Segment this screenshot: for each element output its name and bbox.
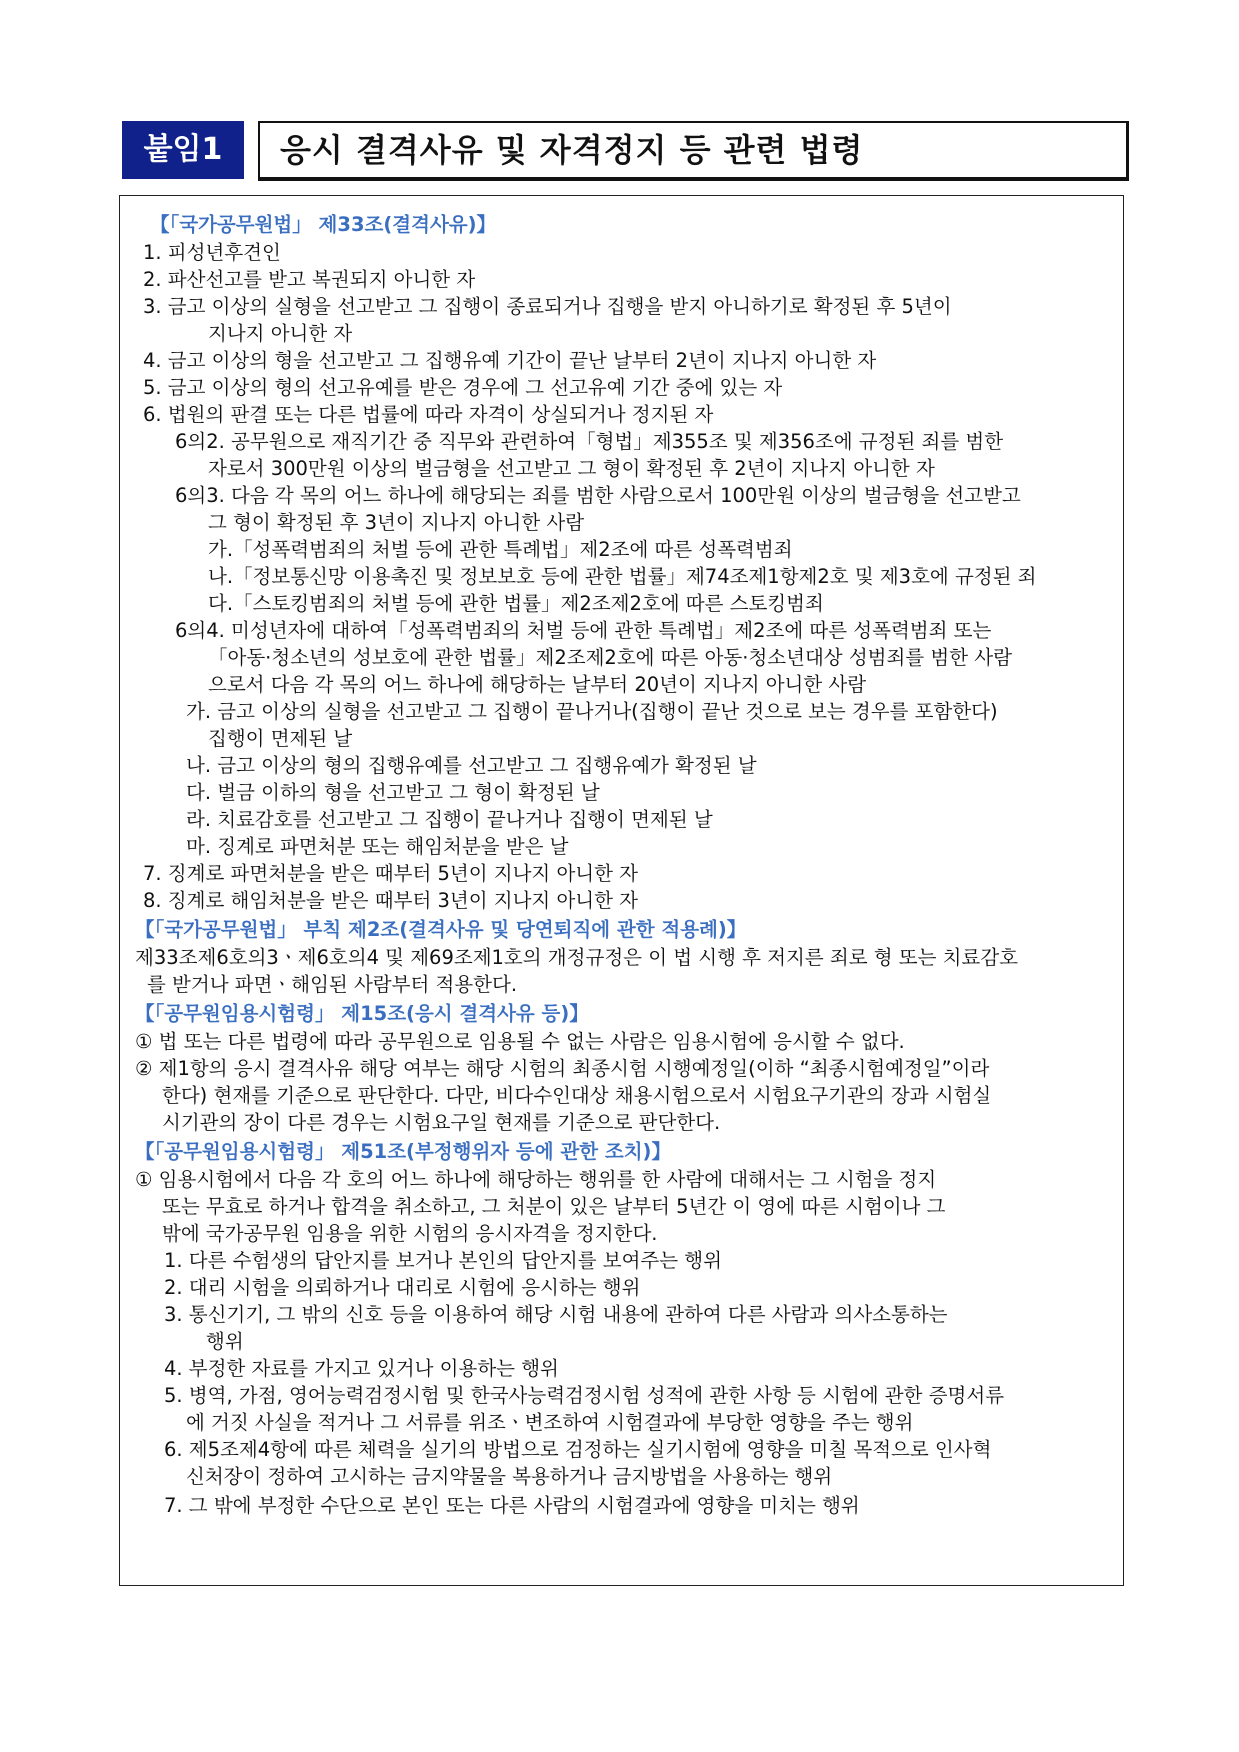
law-text-line: 6. 제5조제4항에 따른 체력을 실기의 방법으로 검정하는 실기시험에 영향을 미칠 목적으로 인사혁 (164, 1438, 992, 1461)
law-text-line: 4. 금고 이상의 형을 선고받고 그 집행유예 기간이 끝난 날부터 2년이 지나지 아니한 자 (143, 349, 877, 372)
law-text-line: 다.「스토킹범죄의 처벌 등에 관한 법률」제2조제2호에 따른 스토킹범죄 (208, 592, 824, 615)
law-text-line: 시기관의 장이 다른 경우는 시험요구일 현재를 기준으로 판단한다. (162, 1111, 721, 1134)
page-header (122, 121, 1128, 179)
law-text-line: 6. 법원의 판결 또는 다른 법률에 따라 자격이 상실되거나 정지된 자 (143, 403, 714, 426)
law-text-line: 에 거짓 사실을 적거나 그 서류를 위조ㆍ변조하여 시험결과에 부당한 영향을 주는 행위 (186, 1411, 914, 1434)
section-heading: 【「공무원임용시험령」 제15조(응시 결격사유 등)】 (135, 1002, 589, 1025)
law-text-line: 지나지 아니한 자 (208, 322, 353, 345)
law-text-line: 를 받거나 파면ㆍ해임된 사람부터 적용한다. (147, 973, 518, 996)
law-text-line: 8. 징계로 해임처분을 받은 때부터 3년이 지나지 아니한 자 (143, 889, 639, 912)
law-text-line: 그 형이 확정된 후 3년이 지나지 아니한 사람 (208, 511, 585, 534)
law-text-line: ① 법 또는 다른 법령에 따라 공무원으로 임용될 수 없는 사람은 임용시험에 응시할 수 없다. (135, 1030, 905, 1053)
law-text-line: 2. 대리 시험을 의뢰하거나 대리로 시험에 응시하는 행위 (164, 1276, 641, 1299)
law-content-box (119, 195, 1124, 1586)
law-text-line: 밖에 국가공무원 임용을 위한 시험의 응시자격을 정지한다. (162, 1222, 658, 1245)
law-text-line: 1. 다른 수험생의 답안지를 보거나 본인의 답안지를 보여주는 행위 (164, 1249, 722, 1272)
section-heading: 【「공무원임용시험령」 제51조(부정행위자 등에 관한 조치)】 (135, 1140, 671, 1163)
law-text-line: ② 제1항의 응시 결격사유 해당 여부는 해당 시험의 최종시험 시행예정일(이하 “최종시험예정일”이라 (135, 1057, 990, 1080)
law-text-line: 라. 치료감호를 선고받고 그 집행이 끝나거나 집행이 면제된 날 (186, 808, 713, 831)
page-title: 응시 결격사유 및 자격정지 등 관련 법령 (280, 131, 864, 169)
law-text-line: 신처장이 정하여 고시하는 금지약물을 복용하거나 금지방법을 사용하는 행위 (186, 1465, 833, 1488)
law-text-line: 집행이 면제된 날 (208, 727, 353, 750)
law-text-line: 2. 파산선고를 받고 복권되지 아니한 자 (143, 268, 476, 291)
law-text-line: 제33조제6호의3ㆍ제6호의4 및 제69조제1호의 개정규정은 이 법 시행 후 저지른 죄로 형 또는 치료감호 (135, 946, 1019, 969)
attachment-tag: 붙임1 (122, 121, 244, 179)
law-text-line: 4. 부정한 자료를 가지고 있거나 이용하는 행위 (164, 1357, 559, 1380)
law-text-line: 나.「정보통신망 이용촉진 및 정보보호 등에 관한 법률」제74조제1항제2호 및 제3호에 규정된 죄 (208, 565, 1037, 588)
law-text-line: ① 임용시험에서 다음 각 호의 어느 하나에 해당하는 행위를 한 사람에 대해서는 그 시험을 정지 (135, 1168, 937, 1191)
law-text-line: 한다) 현재를 기준으로 판단한다. 다만, 비다수인대상 채용시험으로서 시험요구기관의 장과 시험실 (162, 1084, 992, 1107)
title-box (258, 121, 1129, 181)
law-text-line: 나. 금고 이상의 형의 집행유예를 선고받고 그 집행유예가 확정된 날 (186, 754, 757, 777)
law-text-line: 3. 금고 이상의 실형을 선고받고 그 집행이 종료되거나 집행을 받지 아니하기로 확정된 후 5년이 (143, 295, 952, 318)
law-text-line: 3. 통신기기, 그 밖의 신호 등을 이용하여 해당 시험 내용에 관하여 다른 사람과 의사소통하는 (164, 1303, 948, 1326)
law-text-line: 가.「성폭력범죄의 처벌 등에 관한 특례법」제2조에 따른 성폭력범죄 (208, 538, 793, 561)
law-text-line: 6의2. 공무원으로 재직기간 중 직무와 관련하여「형법」제355조 및 제356조에 규정된 죄를 범한 (175, 430, 1004, 453)
law-text-line: 5. 금고 이상의 형의 선고유예를 받은 경우에 그 선고유예 기간 중에 있는 자 (143, 376, 783, 399)
law-text-line: 다. 벌금 이하의 형을 선고받고 그 형이 확정된 날 (186, 781, 600, 804)
law-text-line: 「아동·청소년의 성보호에 관한 법률」제2조제2호에 따른 아동·청소년대상 성범죄를 범한 사람 (208, 646, 1012, 669)
law-text-line: 또는 무효로 하거나 합격을 취소하고, 그 처분이 있은 날부터 5년간 이 영에 따른 시험이나 그 (162, 1195, 946, 1218)
law-text-line: 7. 징계로 파면처분을 받은 때부터 5년이 지나지 아니한 자 (143, 862, 639, 885)
section-heading: 【「국가공무원법」 제33조(결격사유)】 (150, 213, 497, 236)
section-heading: 【「국가공무원법」 부칙 제2조(결격사유 및 당연퇴직에 관한 적용례)】 (135, 918, 747, 941)
law-text-line: 마. 징계로 파면처분 또는 해임처분을 받은 날 (186, 835, 569, 858)
law-text-line: 6의3. 다음 각 목의 어느 하나에 해당되는 죄를 범한 사람으로서 100만원 이상의 벌금형을 선고받고 (175, 484, 1021, 507)
law-text-line: 1. 피성년후견인 (143, 241, 281, 264)
law-text-line: 행위 (206, 1330, 244, 1353)
law-text-line: 5. 병역, 가점, 영어능력검정시험 및 한국사능력검정시험 성적에 관한 사항 등 시험에 관한 증명서류 (164, 1384, 1005, 1407)
law-text-line: 자로서 300만원 이상의 벌금형을 선고받고 그 형이 확정된 후 2년이 지나지 아니한 자 (208, 457, 935, 480)
law-text-line: 가. 금고 이상의 실형을 선고받고 그 집행이 끝나거나(집행이 끝난 것으로 보는 경우를 포함한다) (186, 700, 998, 723)
law-text-line: 7. 그 밖에 부정한 수단으로 본인 또는 다른 사람의 시험결과에 영향을 미치는 행위 (164, 1494, 860, 1517)
law-text-line: 으로서 다음 각 목의 어느 하나에 해당하는 날부터 20년이 지나지 아니한 사람 (208, 673, 867, 696)
law-text-line: 6의4. 미성년자에 대하여「성폭력범죄의 처벌 등에 관한 특례법」제2조에 따른 성폭력범죄 또는 (175, 619, 992, 642)
